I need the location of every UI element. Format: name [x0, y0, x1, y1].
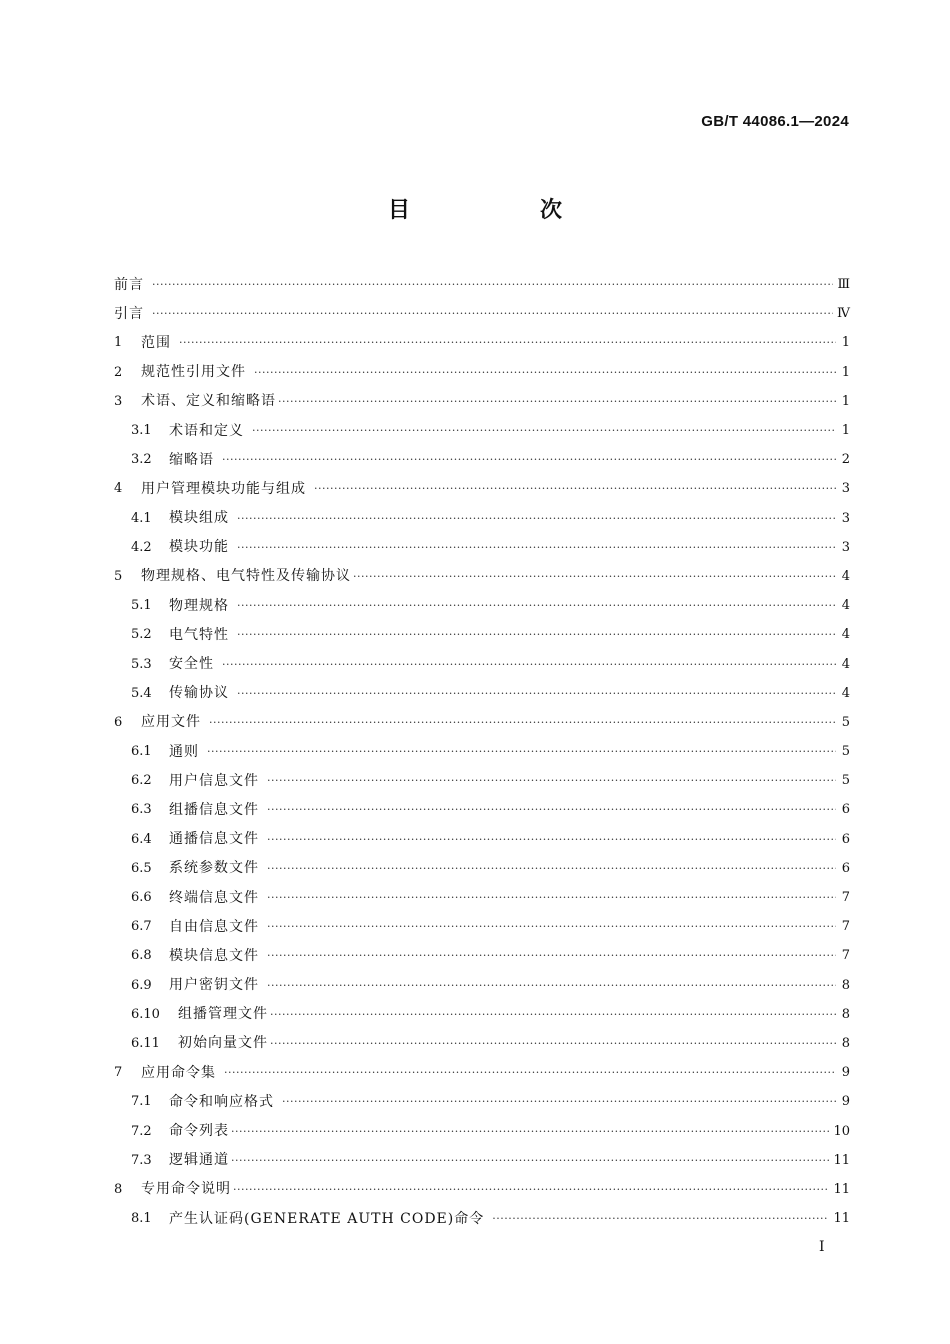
toc-entry-label: 前言 [114, 276, 144, 293]
toc-entry-7[interactable] [114, 1058, 850, 1087]
toc-entry-number: 5.1 [131, 598, 152, 614]
toc-entry-number: 4.2 [131, 539, 152, 555]
dot-leader [267, 980, 836, 991]
toc-entry-6-11[interactable] [114, 1029, 850, 1058]
dot-leader [237, 542, 836, 553]
dot-leader [267, 834, 836, 845]
toc-entry-label: 组播管理文件 [178, 1006, 268, 1023]
dot-leader [152, 308, 833, 319]
toc-entry-page: 3 [841, 539, 850, 555]
toc-entry-label: 命令和响应格式 [169, 1093, 274, 1110]
toc-entry-label: 用户管理模块功能与组成 [141, 480, 306, 497]
toc-entry-number: 6.2 [131, 773, 152, 789]
dot-leader [222, 454, 836, 465]
dot-leader [353, 571, 836, 582]
dot-leader [270, 1038, 836, 1049]
toc-entry-7-1[interactable] [114, 1087, 850, 1116]
toc-entry-introduction[interactable] [114, 299, 850, 328]
toc-entry-number: 5 [114, 568, 123, 584]
toc-entry-page: 4 [841, 656, 850, 672]
toc-entry-label: 逻辑通道 [169, 1152, 229, 1169]
toc-entry-label: 应用命令集 [141, 1064, 216, 1081]
toc-entry-number: 2 [114, 364, 123, 380]
toc-entry-number: 6.7 [131, 919, 152, 935]
toc-entry-number: 6.11 [131, 1035, 160, 1051]
dot-leader [231, 1155, 829, 1166]
dot-leader [237, 600, 836, 611]
dot-leader [267, 950, 836, 961]
toc-entry-8[interactable] [114, 1175, 850, 1204]
toc-entry-label: 系统参数文件 [169, 860, 259, 877]
toc-entry-label: 用户信息文件 [169, 772, 259, 789]
toc-entry-5-4[interactable] [114, 679, 850, 708]
toc-entry-page: 6 [841, 802, 850, 818]
dot-leader [222, 659, 836, 670]
toc-entry-number: 6.10 [131, 1006, 160, 1022]
toc-entry-label: 术语和定义 [169, 422, 244, 439]
toc-entry-page: 5 [841, 714, 850, 730]
dot-leader [267, 804, 836, 815]
toc-entry-label: 命令列表 [169, 1123, 229, 1140]
toc-entry-3-2[interactable] [114, 445, 850, 474]
toc-entry-label: 范围 [141, 334, 171, 351]
dot-leader [152, 279, 833, 290]
toc-entry-label: 术语、定义和缩略语 [141, 393, 276, 410]
toc-entry-number: 5.4 [131, 685, 152, 701]
toc-entry-number: 1 [114, 335, 123, 351]
toc-entry-7-2[interactable] [114, 1116, 850, 1145]
toc-entry-6[interactable] [114, 708, 850, 737]
toc-entry-6-9[interactable] [114, 971, 850, 1000]
toc-entry-page: 8 [841, 1006, 850, 1022]
toc-entry-number: 5.3 [131, 656, 152, 672]
toc-entry-6-1[interactable] [114, 737, 850, 766]
toc-entry-page: 4 [841, 598, 850, 614]
toc-entry-label: 模块信息文件 [169, 947, 259, 964]
dot-leader [282, 1096, 836, 1107]
standard-number: GB/T 44086.1—2024 [701, 113, 849, 130]
toc-entry-page: 11 [833, 1181, 850, 1197]
toc-entry-label: 自由信息文件 [169, 918, 259, 935]
dot-leader [233, 1184, 829, 1195]
toc-entry-label: 规范性引用文件 [141, 364, 246, 381]
toc-entry-5-2[interactable] [114, 620, 850, 649]
toc-entry-4-1[interactable] [114, 504, 850, 533]
dot-leader [237, 688, 836, 699]
toc-entry-page: 10 [833, 1123, 850, 1139]
toc-entry-page: 4 [841, 568, 850, 584]
dot-leader [231, 1126, 829, 1137]
dot-leader [254, 367, 836, 378]
dot-leader [179, 337, 836, 348]
toc-entry-page: 1 [841, 364, 850, 380]
toc-entry-4[interactable] [114, 474, 850, 503]
toc-entry-6-8[interactable] [114, 941, 850, 970]
dot-leader [237, 513, 836, 524]
toc-entry-page: 8 [841, 1035, 850, 1051]
toc-entry-number: 8.1 [131, 1211, 152, 1227]
toc-entry-label: 专用命令说明 [141, 1181, 231, 1198]
toc-entry-label: 电气特性 [169, 626, 229, 643]
toc-entry-5-1[interactable] [114, 591, 850, 620]
toc-entry-page: Ⅲ [837, 277, 850, 293]
dot-leader [267, 775, 836, 786]
toc-entry-label: 用户密钥文件 [169, 977, 259, 994]
toc-entry-1[interactable] [114, 328, 850, 357]
toc-entry-page: 4 [841, 627, 850, 643]
toc-entry-number: 6.5 [131, 860, 152, 876]
toc-entry-label: 通播信息文件 [169, 831, 259, 848]
toc-entry-page: 5 [841, 744, 850, 760]
toc-entry-page: 11 [833, 1211, 850, 1227]
toc-entry-number: 7.1 [131, 1094, 152, 1110]
toc-entry-page: 2 [841, 452, 850, 468]
toc-entry-number: 6.1 [131, 744, 152, 760]
toc-entry-6-5[interactable] [114, 854, 850, 883]
toc-entry-number: 7.2 [131, 1123, 152, 1139]
toc-entry-page: 7 [841, 948, 850, 964]
toc-entry-5[interactable] [114, 562, 850, 591]
toc-entry-page: 7 [841, 919, 850, 935]
toc-entry-label: 物理规格 [169, 597, 229, 614]
dot-leader [278, 396, 836, 407]
toc-entry-label: 产生认证码(GENERATE AUTH CODE)命令 [169, 1210, 485, 1227]
toc-entry-label: 组播信息文件 [169, 801, 259, 818]
toc-entry-page: 7 [841, 890, 850, 906]
toc-entry-4-2[interactable] [114, 533, 850, 562]
dot-leader [209, 717, 836, 728]
toc-entry-label: 终端信息文件 [169, 889, 259, 906]
toc-entry-6-10[interactable] [114, 1000, 850, 1029]
toc-entry-page: 3 [841, 510, 850, 526]
toc-entry-2[interactable] [114, 358, 850, 387]
toc-entry-6-4[interactable] [114, 825, 850, 854]
toc-entry-6-3[interactable] [114, 795, 850, 824]
toc-entry-number: 6.4 [131, 831, 152, 847]
toc-entry-page: 8 [841, 977, 850, 993]
toc-entry-6-2[interactable] [114, 766, 850, 795]
dot-leader [224, 1067, 836, 1078]
toc-entry-page: 4 [841, 685, 850, 701]
toc-entry-number: 4 [114, 481, 123, 497]
toc-entry-7-3[interactable] [114, 1146, 850, 1175]
toc-entry-foreword[interactable] [114, 270, 850, 299]
dot-leader [314, 483, 836, 494]
toc-entry-page: 1 [841, 335, 850, 351]
dot-leader [270, 1009, 836, 1020]
toc-entry-page: 9 [841, 1065, 850, 1081]
toc-entry-number: 6.8 [131, 948, 152, 964]
toc-entry-8-1[interactable] [114, 1204, 850, 1233]
toc-entry-page: 5 [841, 773, 850, 789]
toc-entry-number: 3.2 [131, 452, 152, 468]
dot-leader [237, 629, 836, 640]
toc-entry-number: 8 [114, 1181, 123, 1197]
toc-entry-label: 通则 [169, 743, 199, 760]
toc-entry-number: 6 [114, 714, 123, 730]
toc-entry-label: 模块组成 [169, 510, 229, 527]
toc-title: 目 次 [387, 198, 616, 223]
toc-entry-page: 3 [841, 481, 850, 497]
toc-entry-label: 安全性 [169, 656, 214, 673]
toc-entry-label: 应用文件 [141, 714, 201, 731]
toc-entry-number: 5.2 [131, 627, 152, 643]
toc-entry-number: 7.3 [131, 1152, 152, 1168]
toc-entry-page: 6 [841, 831, 850, 847]
toc-entry-label: 初始向量文件 [178, 1035, 268, 1052]
toc-entry-label: 模块功能 [169, 539, 229, 556]
toc-entry-number: 6.9 [131, 977, 152, 993]
toc-entry-number: 3 [114, 393, 123, 409]
toc-entry-5-3[interactable] [114, 649, 850, 678]
toc-entry-label: 传输协议 [169, 685, 229, 702]
toc-entry-label: 缩略语 [169, 451, 214, 468]
toc-entry-6-6[interactable] [114, 883, 850, 912]
toc-entry-number: 6.3 [131, 802, 152, 818]
dot-leader [267, 921, 836, 932]
toc-entry-3[interactable] [114, 387, 850, 416]
toc-entry-page: 11 [833, 1152, 850, 1168]
toc-entry-number: 6.6 [131, 890, 152, 906]
toc-entry-number: 7 [114, 1065, 123, 1081]
toc-entry-label: 引言 [114, 305, 144, 322]
toc-entry-page: 9 [841, 1094, 850, 1110]
dot-leader [492, 1213, 829, 1224]
toc-entry-number: 4.1 [131, 510, 152, 526]
toc-entry-3-1[interactable] [114, 416, 850, 445]
toc-entry-page: 1 [841, 393, 850, 409]
dot-leader [252, 425, 836, 436]
toc-entry-page: 1 [841, 423, 850, 439]
dot-leader [267, 863, 836, 874]
toc-entry-page: 6 [841, 860, 850, 876]
toc-entry-number: 3.1 [131, 423, 152, 439]
page-folio: I [819, 1239, 825, 1255]
toc-entry-6-7[interactable] [114, 912, 850, 941]
toc-entry-label: 物理规格、电气特性及传输协议 [141, 568, 351, 585]
dot-leader [207, 746, 836, 757]
dot-leader [267, 892, 836, 903]
table-of-contents [114, 270, 850, 1233]
toc-entry-page: Ⅳ [837, 306, 850, 322]
